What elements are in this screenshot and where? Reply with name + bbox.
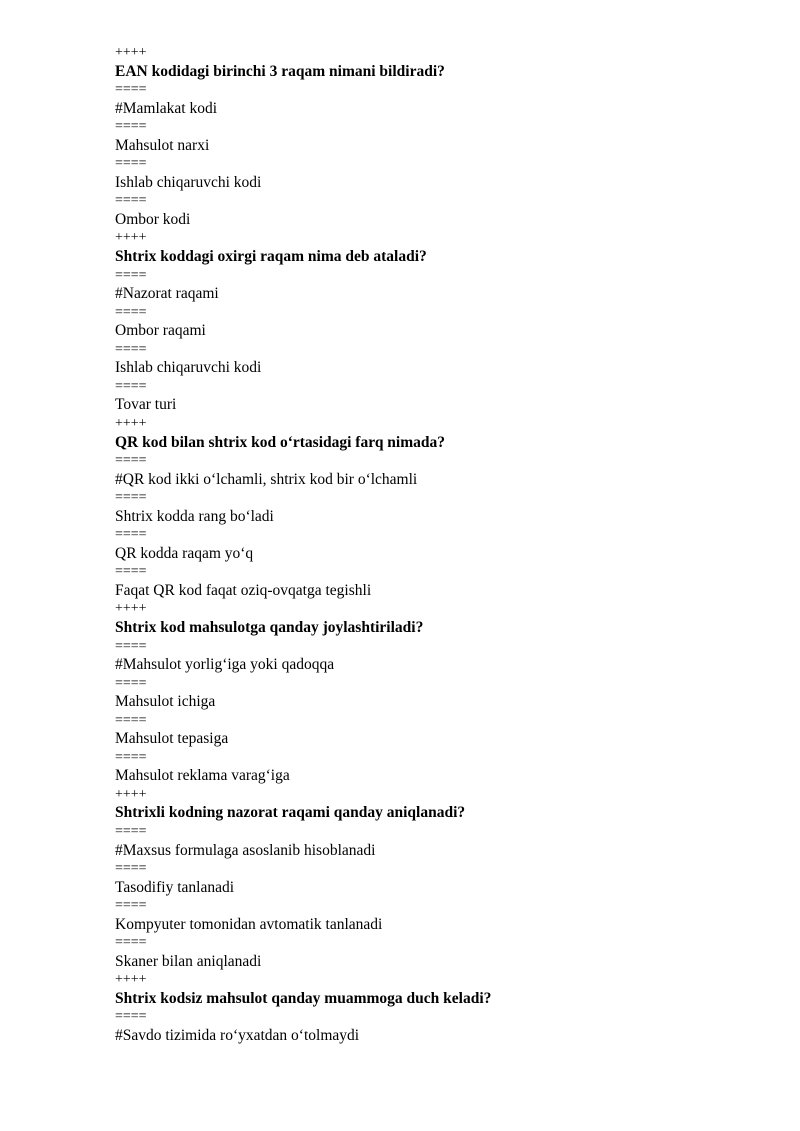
question-text: Shtrix koddagi oxirgi raqam nima deb ataladi? xyxy=(115,248,427,266)
answer-option: Faqat QR kod faqat oziq-ovqatga tegishli xyxy=(115,581,372,599)
option-separator: ==== xyxy=(115,82,147,98)
option-separator: ==== xyxy=(115,119,147,135)
option-separator: ==== xyxy=(115,675,147,691)
option-separator: ==== xyxy=(115,304,147,320)
answer-option: Tovar turi xyxy=(115,396,177,414)
answer-option: Kompyuter tomonidan avtomatik tanlanadi xyxy=(115,915,383,933)
option-separator: ==== xyxy=(115,341,147,357)
question-block xyxy=(115,46,735,231)
answer-option: QR kodda raqam yo‘q xyxy=(115,544,254,562)
answer-option: Ishlab chiqaruvchi kodi xyxy=(115,359,262,377)
answer-option-correct: #Maxsus formulaga asoslanib hisoblanadi xyxy=(115,841,376,859)
option-separator: ==== xyxy=(115,378,147,394)
answer-option-correct: #Nazorat raqami xyxy=(115,285,219,303)
option-separator: ==== xyxy=(115,156,147,172)
question-block xyxy=(115,602,735,787)
option-separator: ==== xyxy=(115,638,147,654)
option-separator: ==== xyxy=(115,527,147,543)
question-block xyxy=(115,973,735,1047)
answer-option-correct: #Savdo tizimida ro‘yxatdan o‘tolmaydi xyxy=(115,1027,360,1045)
answer-option: Mahsulot reklama varag‘iga xyxy=(115,767,290,785)
option-separator: ==== xyxy=(115,749,147,765)
option-separator: ==== xyxy=(115,1009,147,1025)
question-separator: ++++ xyxy=(115,786,147,802)
answer-option-correct: #QR kod ikki o‘lchamli, shtrix kod bir o‘lchamli xyxy=(115,470,418,488)
question-separator: ++++ xyxy=(115,972,147,988)
question-text: Shtrix kod mahsulotga qanday joylashtiriladi? xyxy=(115,619,424,636)
question-text: EAN kodidagi birinchi 3 raqam nimani bildiradi? xyxy=(115,62,445,80)
option-separator: ==== xyxy=(115,564,147,580)
question-separator: ++++ xyxy=(115,601,147,617)
answer-option: Ishlab chiqaruvchi kodi xyxy=(115,173,262,191)
option-separator: ==== xyxy=(115,823,147,839)
question-block xyxy=(115,417,735,602)
option-separator: ==== xyxy=(115,193,147,209)
answer-option-correct: #Mahsulot yorlig‘iga yoki qadoqqa xyxy=(115,656,335,674)
question-text: Shtrix kodsiz mahsulot qanday muammoga duch keladi? xyxy=(115,989,492,1007)
option-separator: ==== xyxy=(115,712,147,728)
question-block xyxy=(115,231,735,416)
answer-option-correct: #Mamlakat kodi xyxy=(115,99,218,117)
answer-option: Ombor kodi xyxy=(115,210,191,228)
question-separator: ++++ xyxy=(115,45,147,60)
option-separator: ==== xyxy=(115,267,147,283)
option-separator: ==== xyxy=(115,898,147,914)
document-page xyxy=(115,46,735,1048)
answer-option: Ombor raqami xyxy=(115,322,206,340)
option-separator: ==== xyxy=(115,453,147,469)
answer-option: Mahsulot tepasiga xyxy=(115,730,229,748)
question-text: Shtrixli kodning nazorat raqami qanday aniqlanadi? xyxy=(115,804,466,822)
question-separator: ++++ xyxy=(115,230,147,246)
answer-option: Mahsulot ichiga xyxy=(115,693,216,711)
option-separator: ==== xyxy=(115,490,147,506)
option-separator: ==== xyxy=(115,935,147,951)
answer-option: Mahsulot narxi xyxy=(115,136,210,154)
answer-option: Skaner bilan aniqlanadi xyxy=(115,952,262,970)
question-block xyxy=(115,788,735,973)
question-text: QR kod bilan shtrix kod o‘rtasidagi farq nimada? xyxy=(115,433,446,451)
question-separator: ++++ xyxy=(115,415,147,431)
option-separator: ==== xyxy=(115,861,147,877)
answer-option: Shtrix kodda rang bo‘ladi xyxy=(115,507,274,525)
answer-option: Tasodifiy tanlanadi xyxy=(115,878,235,896)
